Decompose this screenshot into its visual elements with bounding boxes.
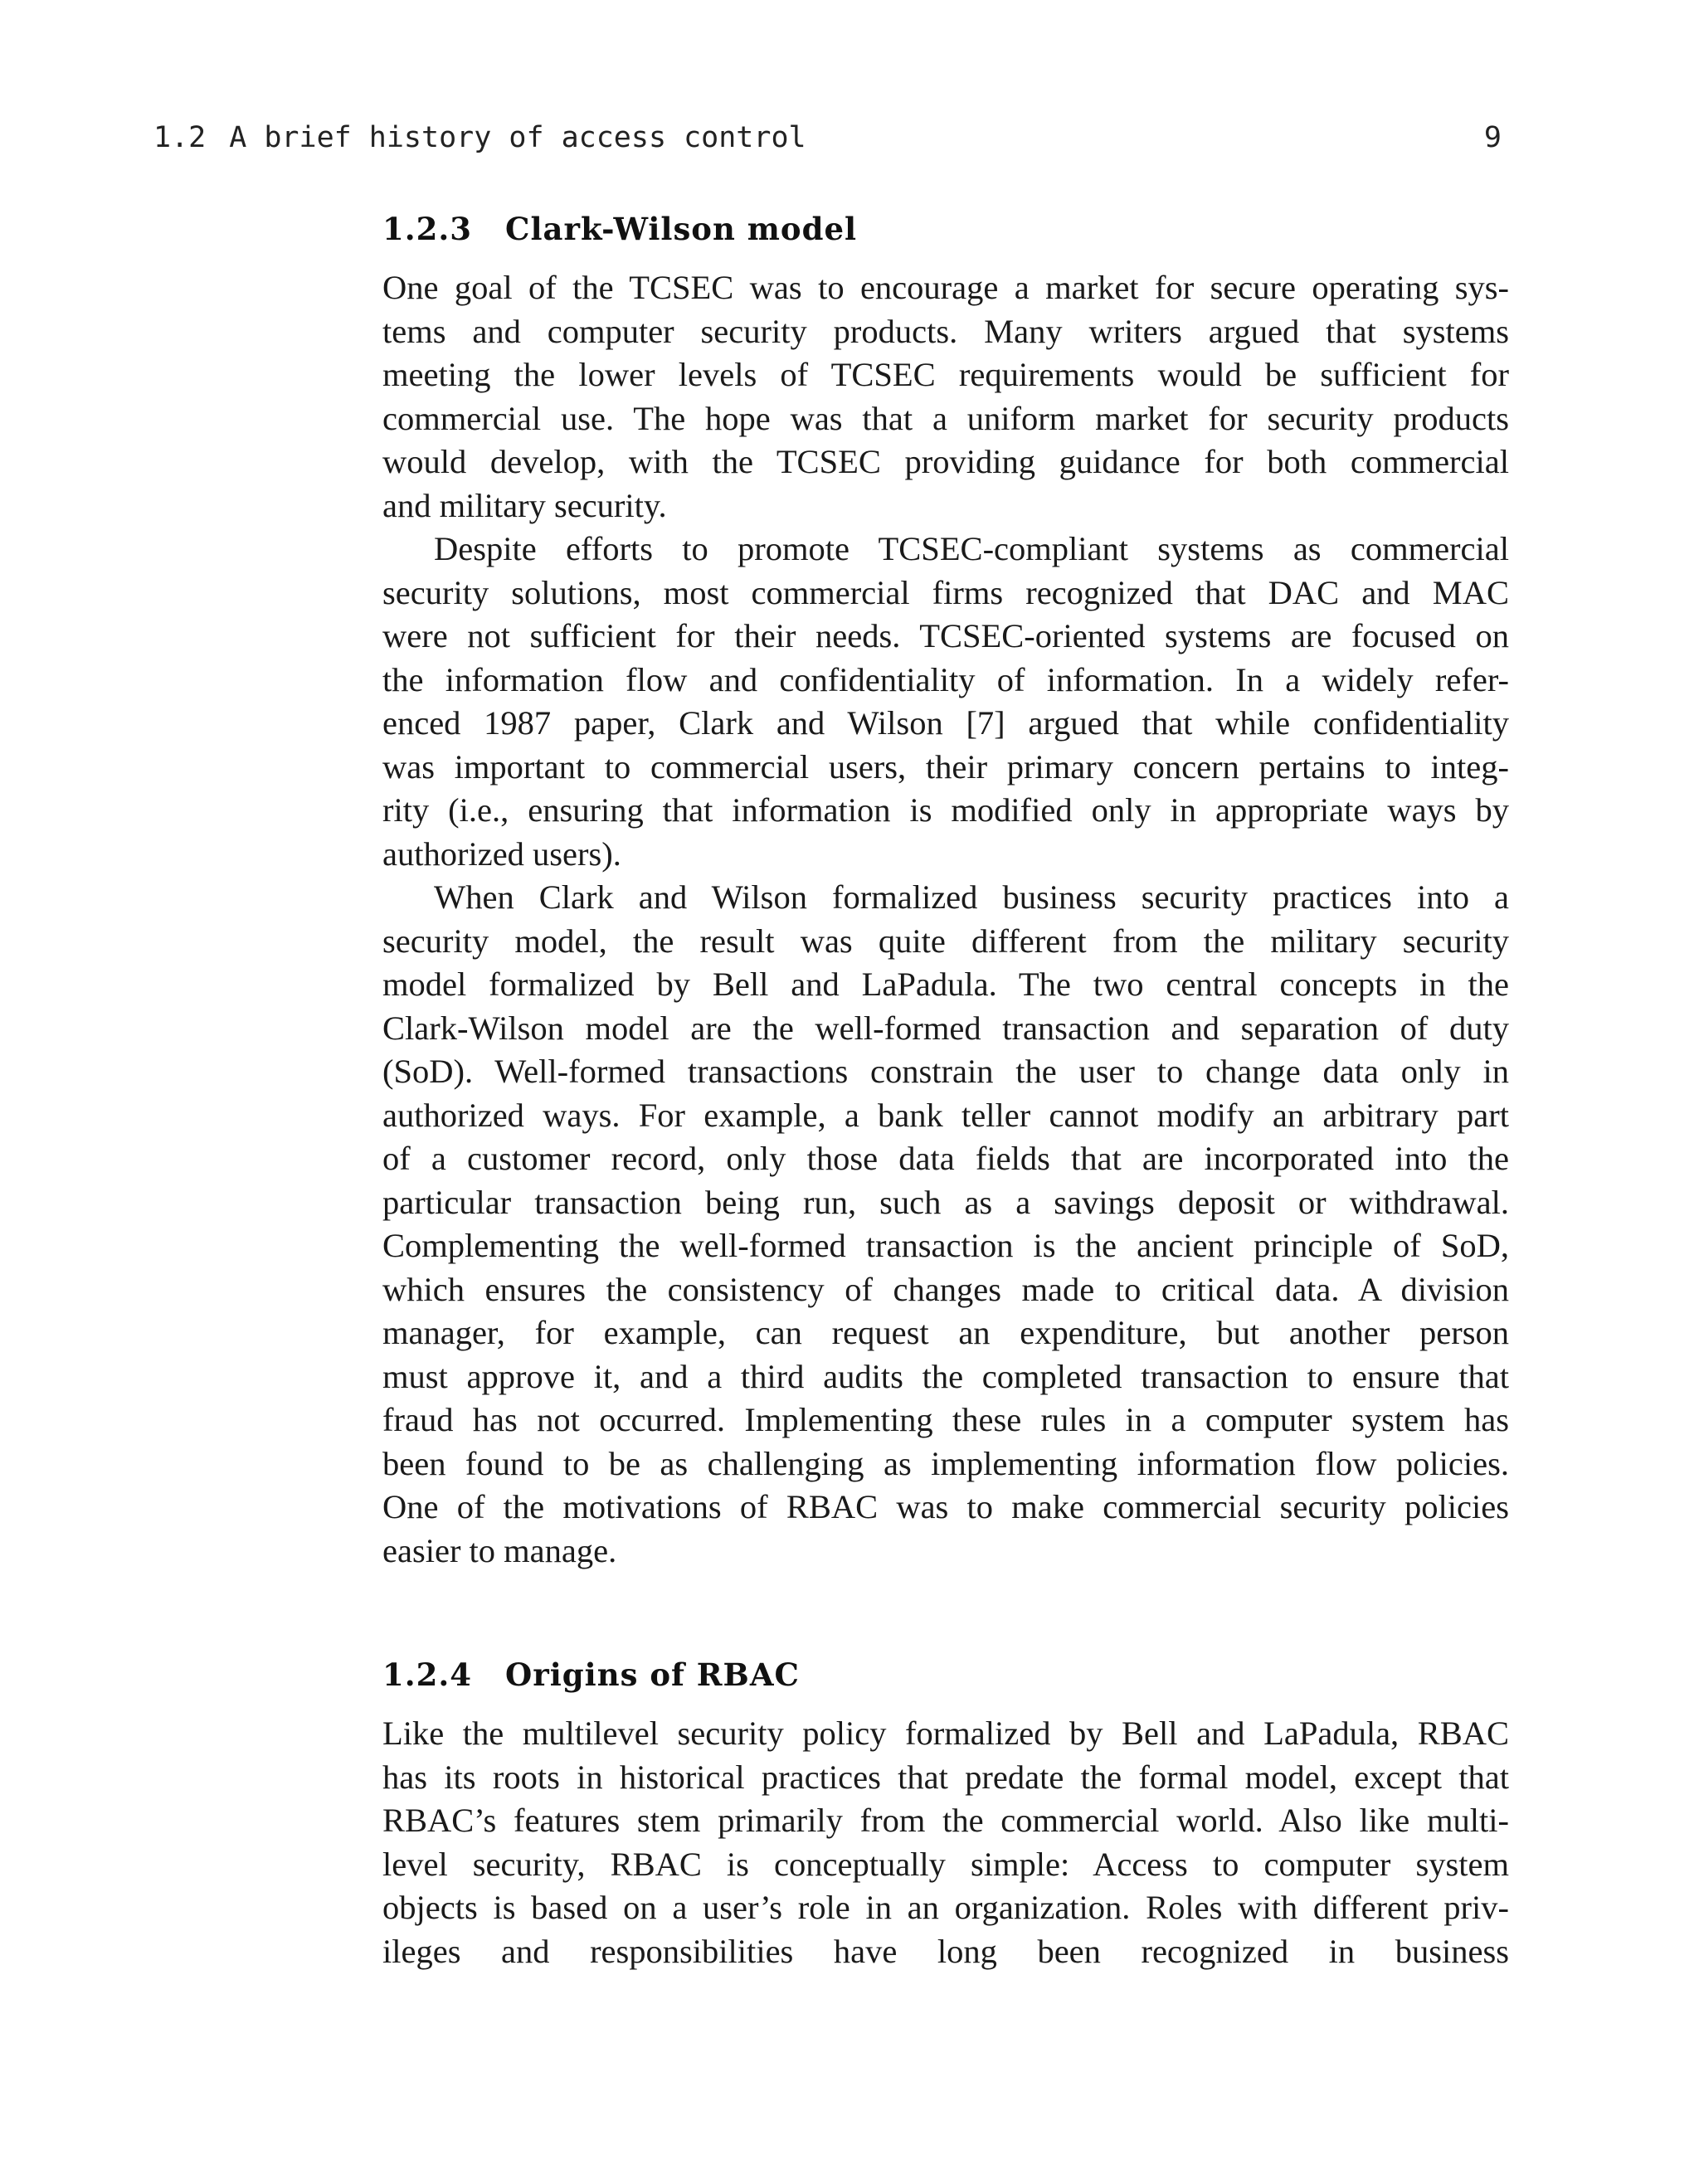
- section-body: [382, 266, 1509, 1573]
- text-line: One goal of the TCSEC was to encourage a market for secure operating sys-: [382, 269, 1509, 306]
- text-line: Complementing the well-formed transaction is the ancient principle of SoD,: [382, 1227, 1509, 1264]
- text-line: security model, the result was quite different from the military security: [382, 922, 1509, 960]
- text-line: Despite efforts to promote TCSEC-compliant systems as commercial: [434, 530, 1509, 567]
- section-clark-wilson-model: [382, 210, 1509, 1573]
- text-line: rity (i.e., ensuring that information is modified only in appropriate ways by: [382, 791, 1509, 829]
- text-line: has its roots in historical practices that predate the formal model, except that: [382, 1758, 1509, 1796]
- text-line: been found to be as challenging as implementing information flow policies.: [382, 1444, 1509, 1482]
- text-line: fraud has not occurred. Implementing these rules in a computer system has: [382, 1401, 1509, 1438]
- text-line: tems and computer security products. Many writers argued that systems: [382, 312, 1509, 350]
- section-heading: [382, 1656, 1509, 1694]
- text-line: ileges and responsibilities have long been recognized in business: [382, 1932, 1509, 1970]
- text-line: objects is based on a user’s role in an organization. Roles with different priv-: [382, 1889, 1509, 1926]
- text-line: model formalized by Bell and LaPadula. The two central concepts in the: [382, 966, 1509, 1003]
- text-line: manager, for example, can request an expenditure, but another person: [382, 1314, 1509, 1351]
- text-line: (SoD). Well-formed transactions constrain the user to change data only in: [382, 1053, 1509, 1090]
- text-line: of a customer record, only those data fields that are incorporated into the: [382, 1140, 1509, 1177]
- text-line: and military security.: [382, 486, 667, 524]
- section-title: Clark-Wilson model: [505, 211, 858, 247]
- page-number: 9: [1483, 121, 1502, 154]
- text-line: was important to commercial users, their primary concern pertains to integ-: [382, 747, 1509, 786]
- running-head-section-number: 1.2: [153, 121, 207, 154]
- section-number: 1.2.4: [382, 1656, 472, 1693]
- text-line: enced 1987 paper, Clark and Wilson [7] argued that while confidentiality: [382, 704, 1509, 742]
- running-head: [153, 119, 1502, 157]
- section-number: 1.2.3: [382, 211, 472, 247]
- text-line: RBAC’s features stem primarily from the commercial world. Also like multi-: [382, 1802, 1509, 1839]
- text-line: would develop, with the TCSEC providing guidance for both commercial: [382, 443, 1509, 480]
- section-title: Origins of RBAC: [505, 1656, 800, 1693]
- text-line: easier to manage.: [382, 1531, 617, 1569]
- text-line: One of the motivations of RBAC was to make commercial security policies: [382, 1488, 1509, 1525]
- text-line: meeting the lower levels of TCSEC requirements would be sufficient for: [382, 356, 1509, 393]
- text-line: were not sufficient for their needs. TCSEC-oriented systems are focused on: [382, 617, 1509, 654]
- text-line: must approve it, and a third audits the completed transaction to ensure that: [382, 1357, 1509, 1395]
- text-line: commercial use. The hope was that a uniform market for security products: [382, 399, 1509, 437]
- text-line: When Clark and Wilson formalized business security practices into a: [434, 878, 1509, 916]
- text-line: Clark-Wilson model are the well-formed transaction and separation of duty: [382, 1009, 1509, 1047]
- section-heading: [382, 210, 1509, 248]
- text-line: security solutions, most commercial firms recognized that DAC and MAC: [382, 573, 1509, 611]
- text-line: particular transaction being run, such as a savings deposit or withdrawal.: [382, 1183, 1509, 1221]
- text-line: authorized users).: [382, 834, 621, 873]
- text-line: Like the multilevel security policy formalized by Bell and LaPadula, RBAC: [382, 1715, 1509, 1752]
- text-line: which ensures the consistency of changes made to critical data. A division: [382, 1270, 1509, 1308]
- text-line: the information flow and confidentiality of information. In a widely refer-: [382, 660, 1509, 698]
- section-body: [382, 1712, 1509, 1973]
- text-line: level security, RBAC is conceptually simple: Access to computer system: [382, 1845, 1509, 1883]
- text-line: authorized ways. For example, a bank teller cannot modify an arbitrary part: [382, 1096, 1509, 1134]
- running-head-section-title: A brief history of access control: [229, 121, 806, 154]
- section-origins-of-rbac: [382, 1656, 1509, 1973]
